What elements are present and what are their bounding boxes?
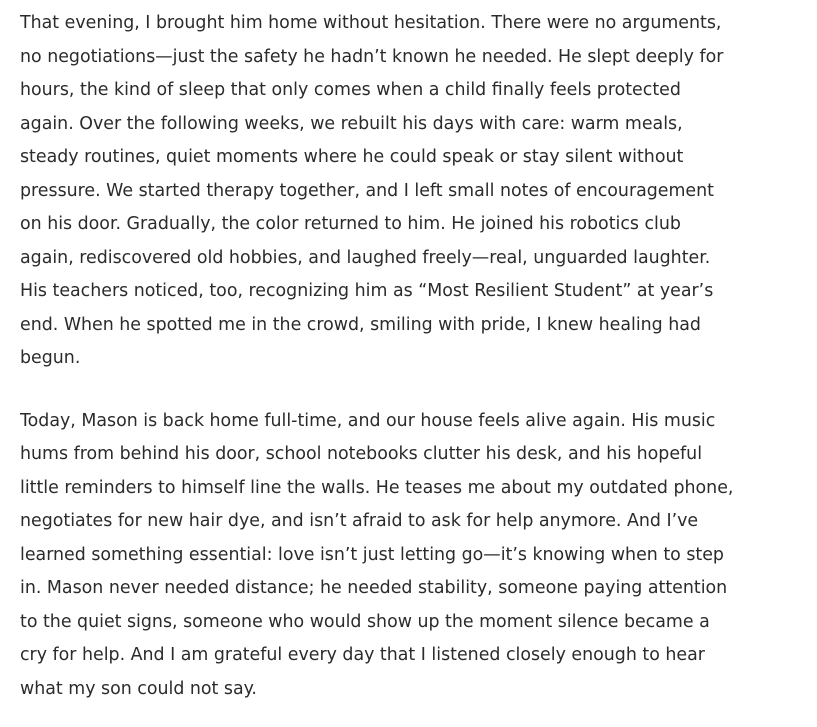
text-line: little reminders to himself line the walls. He teases me about my outdated phone,: [20, 477, 734, 498]
text-line: Today, Mason is back home full-time, and our house feels alive again. His music: [20, 410, 716, 431]
text-line: on his door. Gradually, the color returned to him. He joined his robotics club: [20, 214, 681, 234]
article-body: [20, 7, 760, 706]
text-line: in. Mason never needed distance; he needed stability, someone paying attention: [20, 578, 728, 598]
text-line: negotiates for new hair dye, and isn’t afraid to ask for help anymore. And I’ve: [20, 511, 699, 531]
text-line: again, rediscovered old hobbies, and laughed freely—real, unguarded laughter.: [20, 247, 711, 268]
text-line: learned something essential: love isn’t just letting go—it’s knowing when to step: [20, 544, 724, 565]
text-line: hours, the kind of sleep that only comes when a child finally feels protected: [20, 80, 681, 100]
text-line: steady routines, quiet moments where he could speak or stay silent without: [20, 147, 684, 167]
text-line: cry for help. And I am grateful every day that I listened closely enough to hear: [20, 645, 705, 665]
text-line: no negotiations—just the safety he hadn’t known he needed. He slept deeply for: [20, 46, 724, 67]
paragraph-2: [20, 405, 760, 707]
text-line: end. When he spotted me in the crowd, smiling with pride, I knew healing had: [20, 314, 701, 335]
text-line: what my son could not say.: [20, 678, 257, 699]
text-line: pressure. We started therapy together, and I left small notes of encouragement: [20, 180, 714, 201]
text-line: hums from behind his door, school notebooks clutter his desk, and his hopeful: [20, 444, 703, 464]
text-line: again. Over the following weeks, we rebuilt his days with care: warm meals,: [20, 113, 683, 134]
paragraph-1: [20, 7, 760, 376]
text-line: begun.: [20, 348, 81, 368]
text-line: to the quiet signs, someone who would show up the moment silence became a: [20, 611, 710, 632]
text-line: His teachers noticed, too, recognizing him as “Most Resilient Student” at year’s: [20, 281, 714, 301]
text-line: That evening, I brought him home without hesitation. There were no arguments,: [20, 13, 722, 33]
